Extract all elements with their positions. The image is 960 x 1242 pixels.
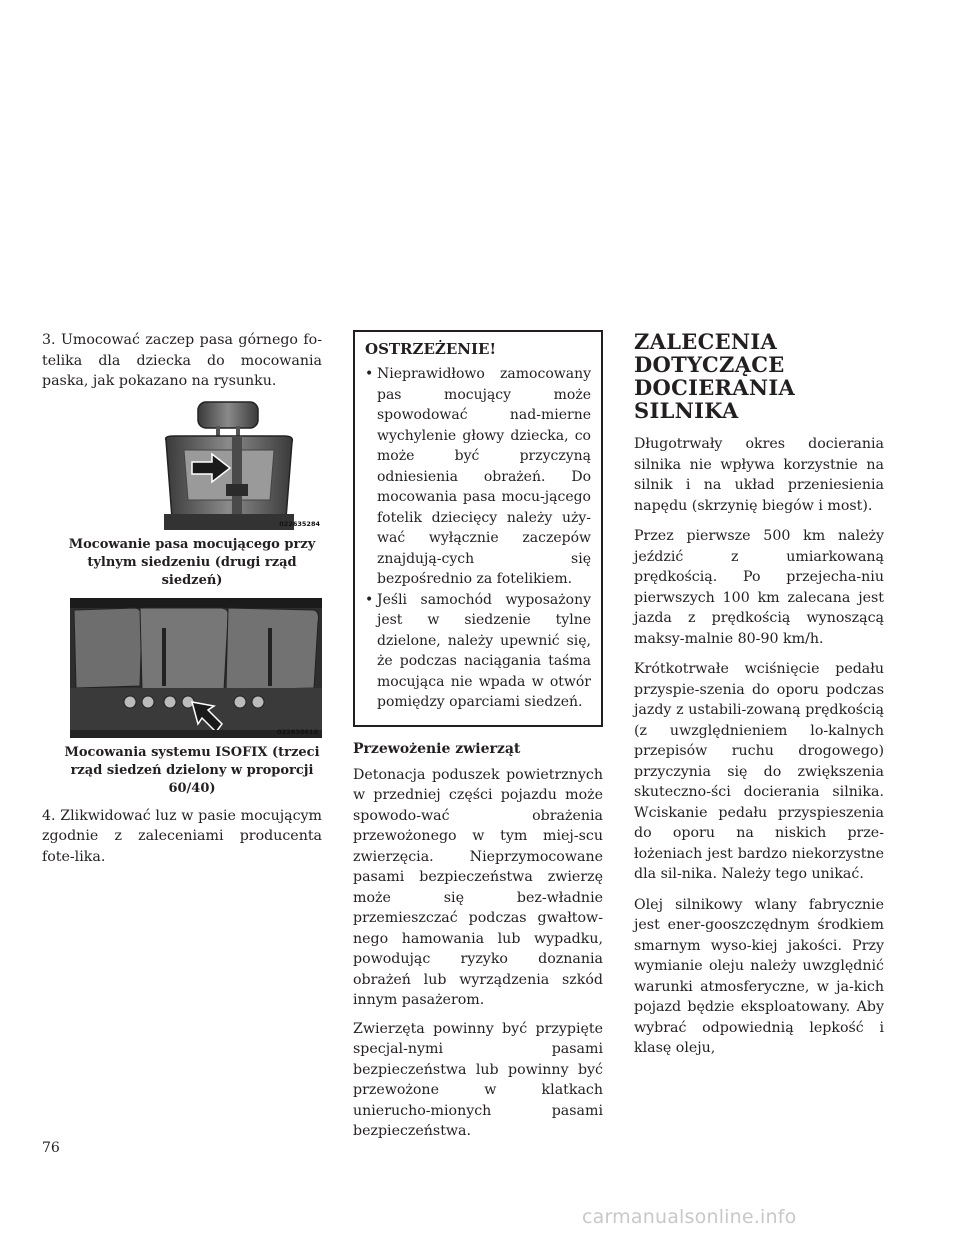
warning-bullet: [365, 364, 591, 590]
warning-bullet-text: Jeśli samochód wyposażony jest w siedzenie tylne dzielone, należy upewnić się, że podczas naciągania taśma mocująca nie wpada w otwór pomiędzy oparciami siedzeń.: [377, 591, 591, 710]
paragraph: Krótkotrwałe wciśnięcie pedału przyspie-szenia do oporu podczas jazdy z ustabili-zowaną prędkością (z uwzględnieniem lo-kalnych przepisów ruchu drogowego) przyczynia się do zwiększenia skuteczno-ści docierania silnika. Wciskanie pedału przyspieszenia do oporu na niskich prze-łożeniach jest bardzo niekorzystne dla sil-nika. Należy tego unikać.: [634, 661, 884, 882]
warning-box: [353, 330, 603, 727]
paragraph: Olej silnikowy wlany fabrycznie jest ener-gooszczędnym środkiem smarnym wyso-kiej jakości. Przy wymianie oleju należy uwzględnić warunki atmosferyczne, w ja-kich pojazd będzie eksploatowany. Aby wybrać odpowiednią lepkość i klasę oleju,: [634, 896, 884, 1056]
paragraph: Przez pierwsze 500 km należy jeździć z umiarkowaną prędkością. Po przejecha-niu pierwszych 100 km zalecana jest jazda z prędkością wynoszącą maksy-malnie 80-90 km/h.: [634, 528, 884, 647]
middle-column: [353, 330, 603, 1150]
step-3-text: 3. Umocować zaczep pasa górnego fo-telika dla dziecka do mocowania paska, jak pokazano na rysunku.: [42, 332, 322, 389]
bullet-icon: •: [365, 366, 374, 382]
figure-1-code: 022635284: [279, 519, 320, 528]
section-title-line: DOTYCZĄCE: [634, 352, 785, 377]
figure-1-caption: Mocowanie pasa mocującego przy tylnym siedzeniu (drugi rząd siedzeń): [68, 536, 316, 588]
figure-2-code: 022638610: [277, 727, 318, 736]
warning-title: OSTRZEŻENIE!: [365, 340, 497, 358]
right-column: [634, 330, 884, 1069]
bullet-icon: •: [365, 591, 374, 608]
figure-2-caption: Mocowania systemu ISOFIX (trzeci rząd siedzeń dzielony w proporcji 60/40): [64, 744, 320, 796]
section-title-line: DOCIERANIA SILNIKA: [634, 375, 796, 423]
paragraph: Detonacja poduszek powietrznych w przedniej części pojazdu może spowodo-wać obrażenia przewożonego w tym miej-scu zwierzęcia. Nieprzymocowane pasami bezpieczeństwa zwierzę może się bez-władnie przemieszczać podczas gwałtow-nego hamowania lub wypadku, powodując ryzyko doznania obrażeń lub wyrządzenia szkód innym pasażerom.: [353, 766, 603, 1008]
warning-bullet-text: Nieprawidłowo zamocowany pas mocujący może spowodować nad-mierne wychylenie głowy dziecka, co może być przyczyną odniesienia obrażeń. Do mocowania pasa mocu-jącego fotelik dziecięcy należy uży-wać wyłącznie zaczepów znajdują-cych się bezpośrednio za fotelikiem.: [377, 366, 591, 587]
subheading-pets: Przewożenie zwierząt: [353, 740, 521, 757]
rear-seat-tether-figure: [144, 400, 324, 530]
section-title: [634, 330, 884, 422]
paragraph: Długotrwały okres docierania silnika nie wpływa korzystnie na silnik i na układ przeniesienia napędu (skrzynię biegów i most).: [634, 436, 884, 514]
step-4-text: 4. Zlikwidować luz w pasie mocującym zgodnie z zaleceniami producenta fote-lika.: [42, 807, 322, 865]
watermark: carmanualsonline.info: [582, 1206, 797, 1228]
page-number: 76: [42, 1140, 60, 1156]
rear-seat-illustration: [144, 400, 324, 530]
isofix-illustration: [70, 598, 322, 738]
section-title-line: ZALECENIA: [634, 329, 778, 354]
left-column: [42, 330, 322, 867]
paragraph: Zwierzęta powinny być przypięte specjal-nymi pasami bezpieczeństwa lub powinny być przewożone w klatkach unierucho-mionych pasami bezpieczeństwa.: [353, 1020, 603, 1139]
isofix-anchors-figure: [70, 598, 322, 738]
warning-bullet: [365, 590, 591, 713]
